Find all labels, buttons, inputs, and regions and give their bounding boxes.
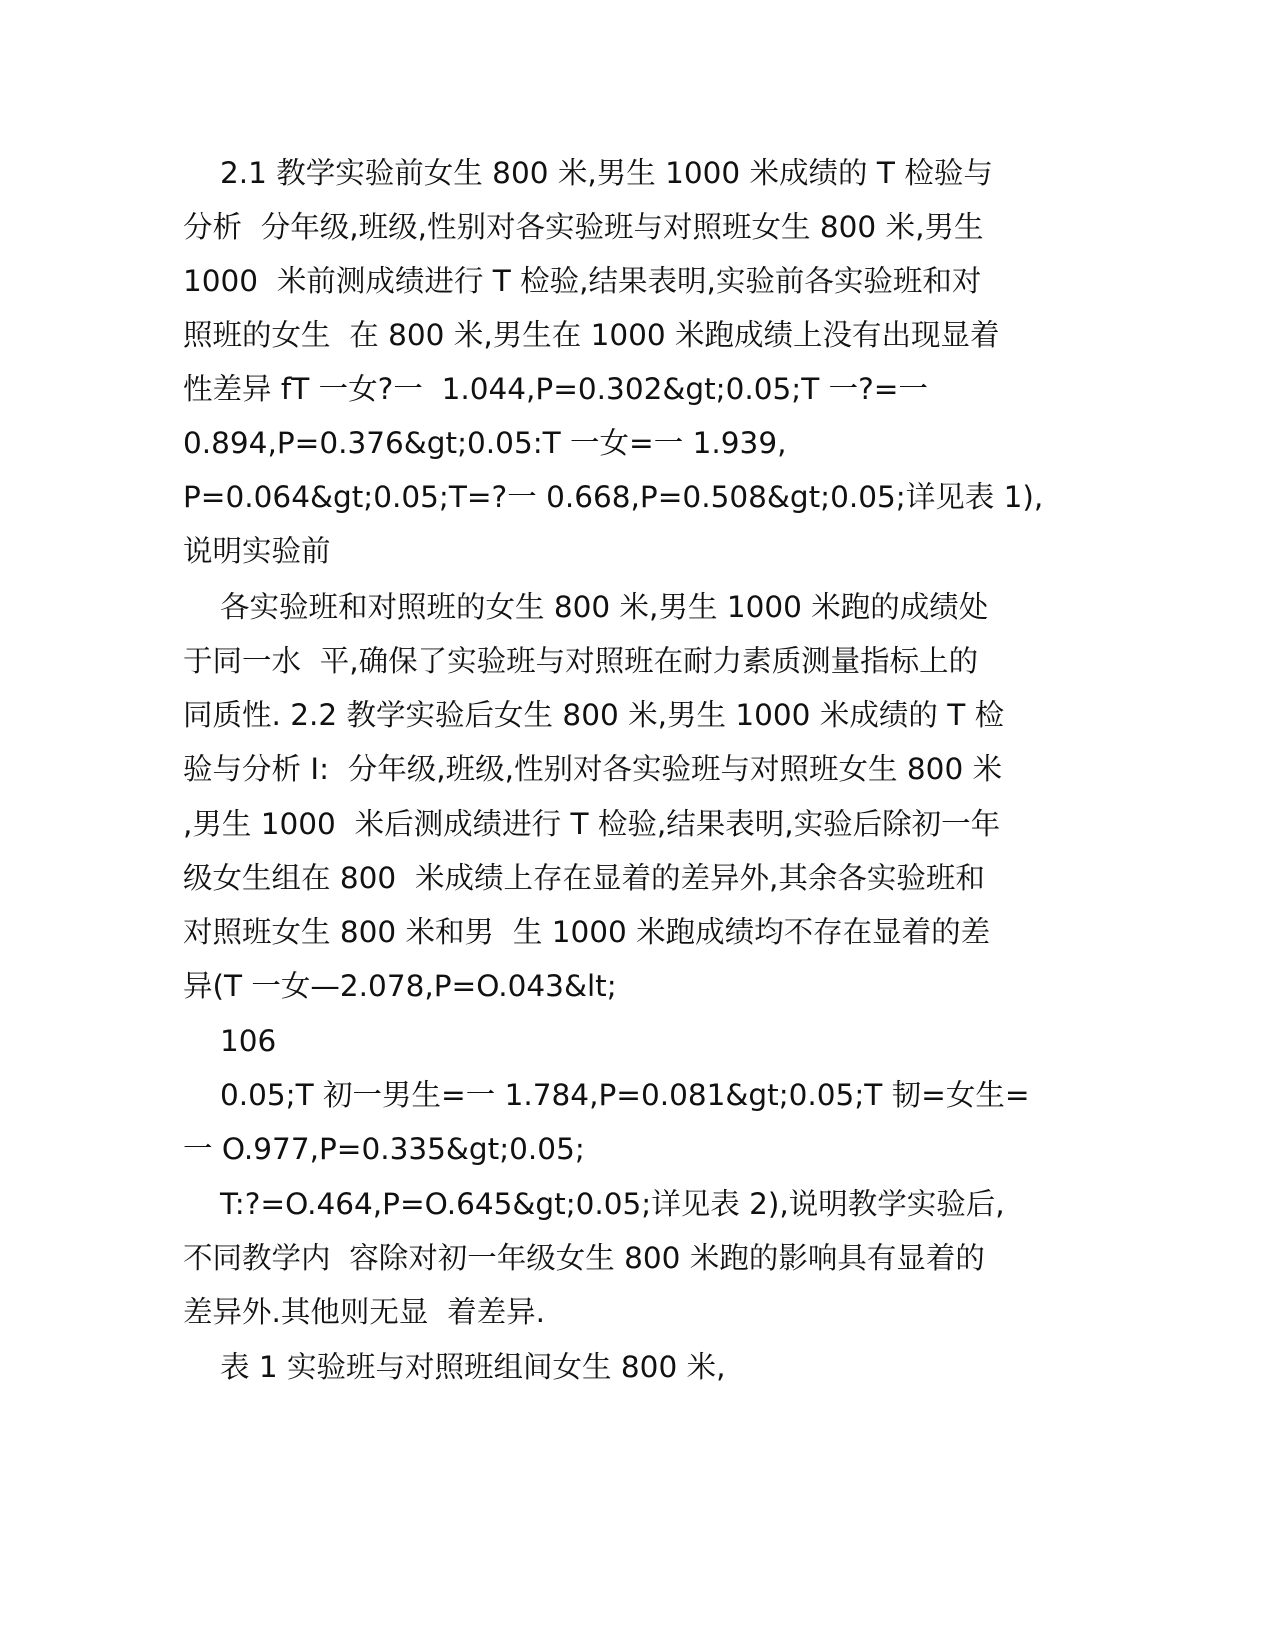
text-line-17: 0.05;T 初一男生=一 1.784,P=0.081&gt;0.05;T 韧=女生= <box>220 1078 1030 1112</box>
text-line-8: 说明实验前 <box>183 534 331 568</box>
text-line-11: 同质性. 2.2 教学实验后女生 800 米,男生 1000 米成绩的 T 检 <box>183 698 1005 732</box>
text-line-15: 对照班女生 800 米和男 生 1000 米跑成绩均不存在显着的差 <box>183 915 991 949</box>
text-line-21: 差异外.其他则无显 着差异. <box>183 1295 546 1329</box>
table-caption: 表 1 实验班与对照班组间女生 800 米, <box>220 1350 726 1384</box>
text-line-7: P=0.064&gt;0.05;T=?一 0.668,P=0.508&gt;0.05;详见表 1), <box>183 480 1044 514</box>
text-line-20: 不同教学内 容除对初一年级女生 800 米跑的影响具有显着的 <box>183 1241 985 1275</box>
page-number: 106 <box>220 1024 277 1058</box>
text-line-2: 分析 分年级,班级,性别对各实验班与对照班女生 800 米,男生 <box>183 210 984 244</box>
text-line-10: 于同一水 平,确保了实验班与对照班在耐力素质测量指标上的 <box>183 644 979 678</box>
text-line-4: 照班的女生 在 800 米,男生在 1000 米跑成绩上没有出现显着 <box>183 318 1000 352</box>
text-line-14: 级女生组在 800 米成绩上存在显着的差异外,其余各实验班和 <box>183 861 985 895</box>
text-line-12: 验与分析 I: 分年级,班级,性别对各实验班与对照班女生 800 米 <box>183 752 1003 786</box>
text-line-5: 性差异 fT 一女?一 1.044,P=0.302&gt;0.05;T 一?=一 <box>183 372 928 406</box>
text-line-1: 2.1 教学实验前女生 800 米,男生 1000 米成绩的 T 检验与 <box>220 156 993 190</box>
text-line-16: 异(T 一女—2.078,P=O.043&lt; <box>183 969 617 1003</box>
text-line-3: 1000 米前测成绩进行 T 检验,结果表明,实验前各实验班和对 <box>183 264 982 298</box>
text-line-13: ,男生 1000 米后测成绩进行 T 检验,结果表明,实验后除初一年 <box>183 807 1001 841</box>
text-line-9: 各实验班和对照班的女生 800 米,男生 1000 米跑的成绩处 <box>220 590 989 624</box>
text-line-6: 0.894,P=0.376&gt;0.05:T 一女=一 1.939, <box>183 426 787 460</box>
text-line-18: 一 O.977,P=0.335&gt;0.05; <box>183 1132 585 1166</box>
text-line-19: T:?=O.464,P=O.645&gt;0.05;详见表 2),说明教学实验后, <box>220 1187 1005 1221</box>
